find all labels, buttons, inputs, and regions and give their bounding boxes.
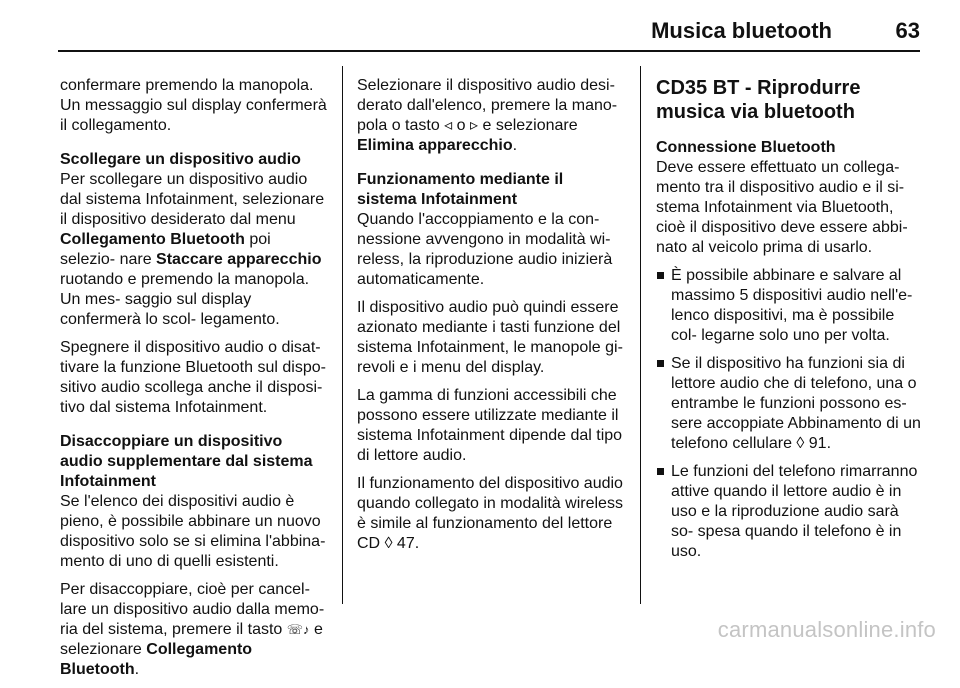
phone-music-icon: ☏♪	[286, 622, 310, 637]
section-title: CD35 BT - Riprodurre musica via bluetooth	[656, 77, 861, 123]
bullet-icon	[657, 360, 664, 367]
heading-bluetooth-connection: Connessione Bluetooth	[656, 139, 836, 156]
page-number: 63	[895, 18, 920, 43]
heading-unpair-device: Disaccoppiare un dispositivo audio supplementare dal sistema Infotainment	[60, 433, 313, 490]
paragraph-controls: Il dispositivo audio può quindi essere azionato mediante i tasti funzione del sistema Infotainment, le manopole gi- revoli e i menu del display.	[357, 299, 623, 376]
paragraph-pairing: Quando l'accoppiamento e la con- nessione avvengono in modalità wi- reless, la riproduzione audio inizierà automaticamente.	[357, 211, 613, 288]
paragraph-unpair: Per disaccoppiare, cioè per cancel- lare un dispositivo audio dalla memo- ria del sistema, premere il tasto ☏♪ e selezionare Collegamento Bluetooth.	[60, 581, 325, 678]
paragraph-select-device: Selezionare il dispositivo audio desi- derato dall'elenco, premere la mano- pola o tasto ◃ o ▹ e selezionare Elimina apparecchio.	[357, 77, 618, 154]
paragraph-connection: Deve essere effettuato un collega- mento tra il dispositivo audio e il si- stema Infotainment via Bluetooth, cioè il dispositivo deve essere abbi- nato al veicolo prima di usarlo.	[656, 159, 908, 256]
page-reference-icon: ◊	[796, 435, 805, 452]
column-divider-right	[640, 66, 641, 604]
paragraph-functions: La gamma di funzioni accessibili che possono essere utilizzate mediante il sistema Infotainment dipende dal tipo di lettore audio.	[357, 387, 623, 464]
page-header-title: Musica bluetooth	[651, 18, 832, 43]
paragraph-confirm: confermare premendo la manopola. Un messaggio sul display confermerà il collegamento.	[60, 77, 327, 134]
left-arrow-icon: ◃	[444, 117, 453, 134]
menu-ref-delete-device: Elimina apparecchio	[357, 137, 513, 154]
bullet-icon	[657, 468, 664, 475]
menu-ref-bluetooth-connection: Collegamento Bluetooth	[60, 231, 245, 248]
header-rule	[58, 50, 920, 52]
column-divider-left	[342, 66, 343, 604]
paragraph-list-full: Se l'elenco dei dispositivi audio è pieno, è possibile abbinare un nuovo dispositivo solo se si elimina l'abbina- mento di uno di quelli esistenti.	[60, 493, 326, 570]
paragraph-wireless: Il funzionamento del dispositivo audio quando collegato in modalità wireless è simile al funzionamento del lettore CD ◊ 47.	[357, 475, 623, 552]
list-item: Le funzioni del telefono rimarranno attive quando il lettore audio è in uso e la riproduzione audio sarà so- spesa quando il telefono è in uso.	[656, 462, 922, 562]
column-left	[60, 76, 328, 688]
menu-ref-bluetooth-connection-2: Collegamento Bluetooth	[60, 641, 253, 678]
menu-ref-detach-device: Staccare apparecchio	[156, 251, 322, 268]
list-item: È possibile abbinare e salvare al massimo 5 dispositivi audio nell'e- lenco dispositivi, ma è possibile col- legarne solo uno per volta.	[656, 266, 922, 346]
column-right	[656, 76, 922, 570]
bullet-icon	[657, 272, 664, 279]
heading-operation-infotainment: Funzionamento mediante il sistema Infotainment	[357, 171, 564, 208]
list-item: Se il dispositivo ha funzioni sia di lettore audio che di telefono, una o entrambe le funzioni possono es- sere accoppiate Abbinamento di un telefono cellulare ◊ 91.	[656, 354, 922, 454]
column-middle	[357, 76, 624, 562]
paragraph-switch-off: Spegnere il dispositivo audio o disat- tivare la funzione Bluetooth sul dispo- sitivo audio scollega anche il disposi- tivo dal sistema Infotainment.	[60, 339, 326, 416]
right-arrow-icon: ▹	[470, 117, 479, 134]
heading-disconnect-device: Scollegare un dispositivo audio	[60, 151, 301, 168]
watermark: carmanualsonline.info	[717, 617, 936, 642]
paragraph-disconnect: Per scollegare un dispositivo audio dal sistema Infotainment, selezionare il dispositivo desiderato dal menu Collegamento Bluetooth poi selezio- nare Staccare apparecchio ruotando e premendo la manopola. Un mes- saggio sul display confermerà lo scol- legamento.	[60, 171, 325, 328]
bullet-list	[656, 266, 922, 562]
page-reference-icon: ◊	[384, 535, 393, 552]
